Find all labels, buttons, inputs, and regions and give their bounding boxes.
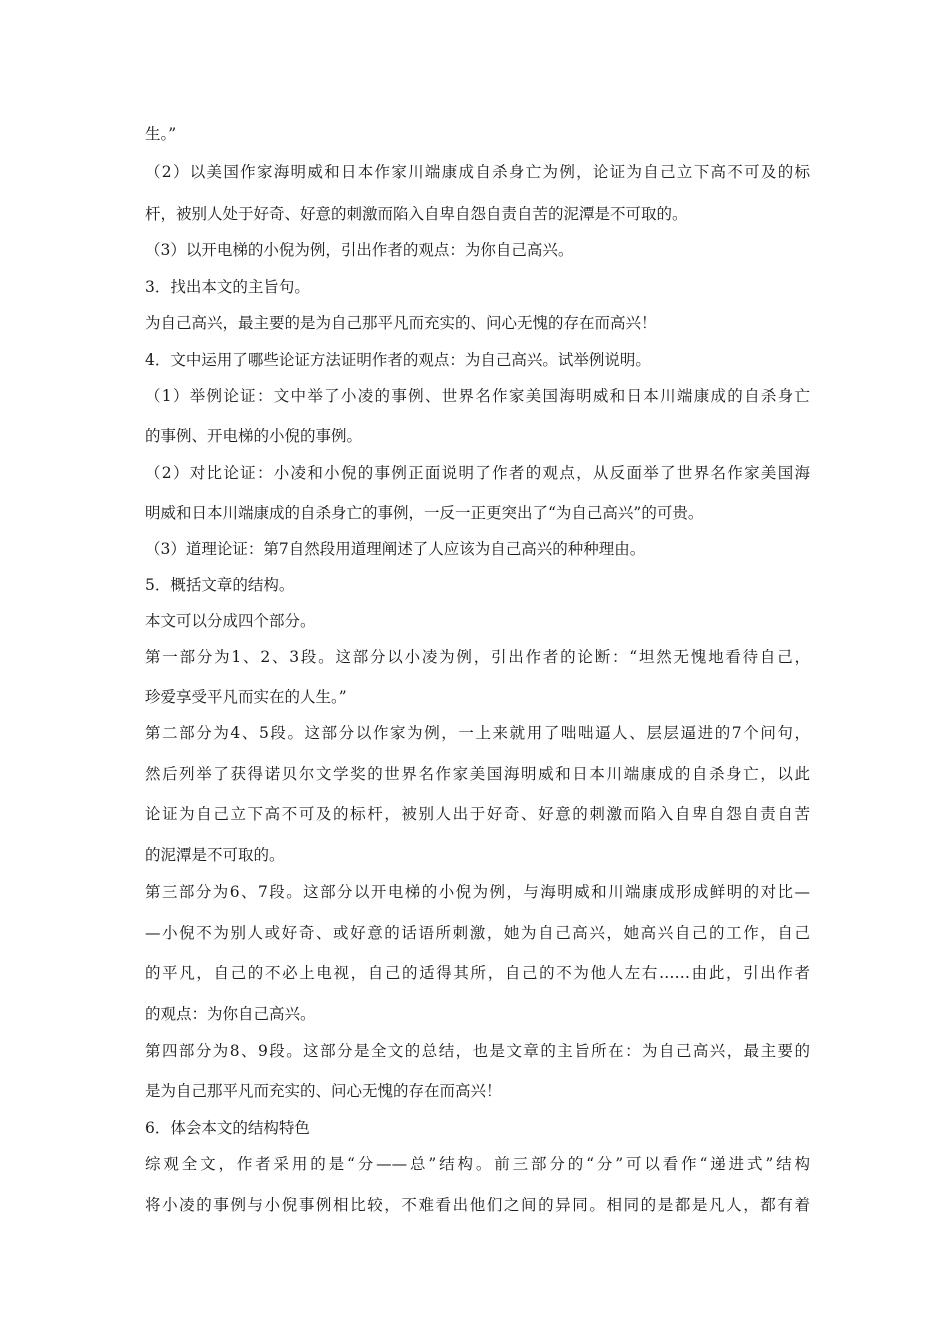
text-line: （2）以美国作家海明威和日本作家川端康成自杀身亡为例，论证为自己立下高不可及的标 [145, 163, 810, 181]
text-line: （2）对比论证：小凌和小倪的事例正面说明了作者的观点，从反面举了世界名作家美国海 [145, 464, 810, 482]
text-line: 的观点：为你自己高兴。 [145, 1005, 316, 1023]
text-line: 然后列举了获得诺贝尔文学奖的世界名作家美国海明威和日本川端康成的自杀身亡，以此 [145, 765, 810, 783]
text-line: 是为自己那平凡而充实的、问心无愧的存在而高兴！ [145, 1082, 502, 1100]
text-line: 明威和日本川端康成的自杀身亡的事例，一反一正更突出了“为自己高兴”的可贵。 [145, 504, 704, 522]
text-line: 生。” [145, 125, 177, 143]
text-line: （3）道理论证：第7自然段用道理阐述了人应该为自己高兴的种种理由。 [145, 540, 646, 558]
text-line: 3．找出本文的主旨句。 [145, 278, 310, 296]
text-line: 论证为自己立下高不可及的标杆，被别人出于好奇、好意的刺激而陷入自卑自怨自责自苦 [145, 805, 810, 823]
text-line: 6．体会本文的结构特色 [145, 1119, 310, 1137]
text-line: 本文可以分成四个部分。 [145, 612, 316, 630]
text-line: 将小凌的事例与小倪事例相比较，不难看出他们之间的异同。相同的是都是凡人，都有着 [145, 1196, 810, 1214]
text-line: （3）以开电梯的小倪为例，引出作者的观点：为你自己高兴。 [145, 241, 574, 259]
text-line: 综观全文，作者采用的是“分——总”结构。前三部分的“分”可以看作“递进式”结构 [145, 1155, 810, 1173]
text-line: 第一部分为1、2、3段。这部分以小凌为例，引出作者的论断：“坦然无愧地看待自己， [145, 648, 810, 666]
text-line: （1）举例论证：文中举了小凌的事例、世界名作家美国海明威和日本川端康成的自杀身亡 [145, 387, 810, 405]
text-line: 第四部分为8、9段。这部分是全文的总结，也是文章的主旨所在：为自己高兴，最主要的 [145, 1042, 810, 1060]
text-line: —小倪不为别人或好奇、或好意的话语所刺激，她为自己高兴，她高兴自己的工作，自己 [145, 924, 810, 942]
text-line: 的平凡，自己的不必上电视，自己的适得其所，自己的不为他人左右……由此，引出作者 [145, 964, 810, 982]
text-line: 为自己高兴，最主要的是为自己那平凡而充实的、问心无愧的存在而高兴！ [145, 314, 657, 332]
text-line: 杆，被别人处于好奇、好意的刺激而陷入自卑自怨自责自苦的泥潭是不可取的。 [145, 205, 688, 223]
text-line: 4．文中运用了哪些论证方法证明作者的观点：为自己高兴。试举例说明。 [145, 351, 651, 369]
text-line: 5．概括文章的结构。 [145, 576, 295, 594]
text-line: 第三部分为6、7段。这部分以开电梯的小倪为例，与海明威和川端康成形成鲜明的对比— [145, 883, 810, 901]
text-line: 的事例、开电梯的小倪的事例。 [145, 427, 363, 445]
text-line: 珍爱享受平凡而实在的人生。” [145, 688, 347, 706]
text-line: 的泥潭是不可取的。 [145, 846, 285, 864]
text-line: 第二部分为4、5段。这部分以作家为例，一上来就用了咄咄逼人、层层逼进的7个问句， [145, 724, 810, 742]
